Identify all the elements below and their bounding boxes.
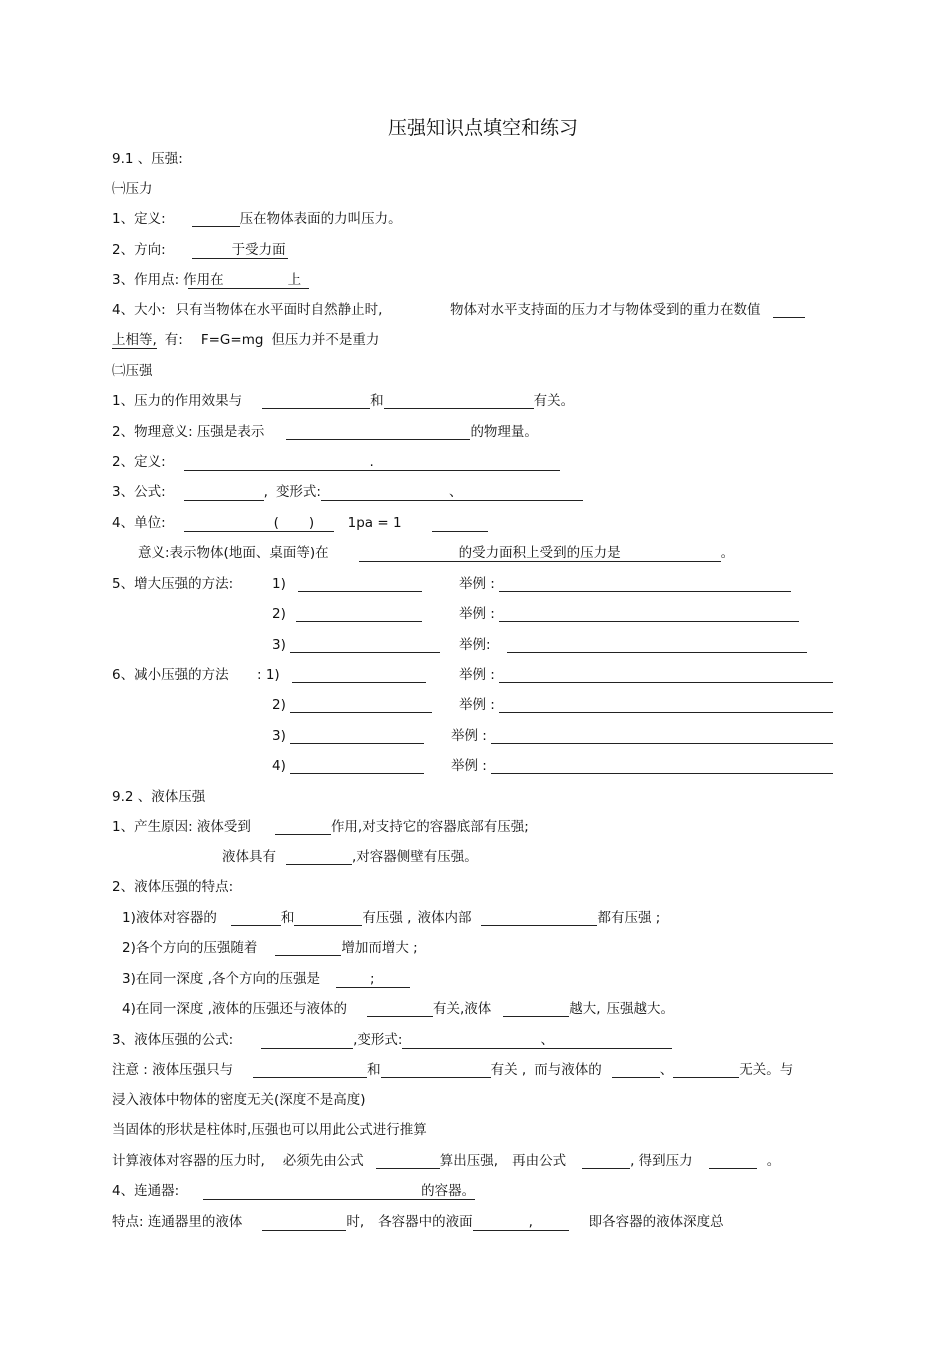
- blank-field[interactable]: [286, 424, 470, 440]
- example-row: 举例 :: [451, 728, 833, 744]
- decrease-method-label: 6、减小压强的方法: [112, 667, 229, 683]
- blank-field[interactable]: ;: [336, 971, 410, 988]
- magnitude-line-2: 上相等, 有: F=G=mg 但压力并不是重力: [112, 332, 380, 348]
- blank-field[interactable]: [499, 667, 833, 683]
- blank-field[interactable]: 、: [402, 1032, 672, 1049]
- section-heading: 9.1 、压强:: [112, 151, 183, 167]
- blank-field[interactable]: 于受力面: [192, 242, 288, 259]
- blank-field[interactable]: [376, 1153, 440, 1169]
- blank-field[interactable]: [253, 1062, 367, 1078]
- blank-field[interactable]: [294, 910, 362, 926]
- blank-field[interactable]: [491, 758, 833, 774]
- example-row: 举例 :: [459, 606, 799, 622]
- blank-field[interactable]: [499, 606, 799, 622]
- method-row: : 1): [257, 667, 426, 683]
- connector-line: 4、连通器: 的容器。: [112, 1183, 476, 1199]
- example-row: 举例 :: [459, 667, 833, 683]
- direction-line: 2、方向: 于受力面: [112, 242, 286, 258]
- blank-field[interactable]: [262, 1215, 346, 1231]
- blank-field[interactable]: [290, 758, 424, 774]
- page-title: 压强知识点填空和练习: [388, 117, 579, 139]
- blank-field[interactable]: [612, 1062, 660, 1078]
- blank-field[interactable]: [298, 576, 422, 592]
- definition-line-2: 2、定义: .: [112, 454, 560, 471]
- calc-line: 计算液体对容器的压力时, 必须先由公式 算出压强, 再由公式 , 得到压力 。: [112, 1153, 781, 1169]
- effect-line: 1、压力的作用效果与 和 有关。: [112, 393, 575, 409]
- blank-field[interactable]: [709, 1153, 757, 1169]
- feature-line: 1)液体对容器的 和 有压强 , 液体内部 都有压强 ;: [122, 910, 661, 926]
- method-row: 2): [272, 697, 432, 713]
- example-row: 举例 :: [451, 758, 833, 774]
- blank-field[interactable]: [367, 1001, 433, 1017]
- blank-field[interactable]: 上: [188, 272, 310, 289]
- blank-field[interactable]: [384, 393, 534, 409]
- magnitude-line: 4、大小: 只有当物体在水平面时自然静止时,: [112, 302, 383, 318]
- blank-field[interactable]: [499, 576, 791, 592]
- blank-field[interactable]: [184, 485, 264, 501]
- blank-field[interactable]: [290, 637, 440, 653]
- meaning-pa-line: 意义:表示物体(地面、桌面等)在 的受力面积上受到的压力是 。: [138, 545, 735, 561]
- subsection-heading: ㈡压强: [112, 363, 153, 379]
- blank-field[interactable]: ( ): [184, 515, 334, 532]
- connector-feature-line: 特点: 连通器里的液体 时, 各容器中的液面 , 即各容器的液体深度总: [112, 1214, 724, 1230]
- blank-field[interactable]: [296, 606, 422, 622]
- definition-line: 1、定义: 压在物体表面的力叫压力。: [112, 211, 402, 227]
- example-row: 举例 :: [459, 697, 833, 713]
- method-row: 3): [272, 728, 424, 744]
- cause-line-2: 液体具有 ,对容器侧壁有压强。: [222, 849, 478, 865]
- blank-field[interactable]: ,: [473, 1214, 569, 1231]
- cause-line: 1、产生原因: 液体受到 作用,对支持它的容器底部有压强;: [112, 819, 529, 835]
- solid-note-line: 当固体的形状是柱体时,压强也可以用此公式进行推算: [112, 1122, 427, 1138]
- blank-field[interactable]: [499, 697, 833, 713]
- feature-line: 3)在同一深度 ,各个方向的压强是 ;: [122, 971, 410, 988]
- subsection-heading: ㈠压力: [112, 181, 153, 197]
- blank-field[interactable]: [261, 1033, 353, 1049]
- blank-field[interactable]: [203, 1184, 421, 1200]
- method-row: 4): [272, 758, 424, 774]
- action-point-line: 3、作用点: 作用在 上: [112, 272, 309, 288]
- blank-field[interactable]: [507, 637, 807, 653]
- feature-heading: 2、液体压强的特点:: [112, 879, 234, 895]
- blank-field[interactable]: .: [184, 454, 560, 471]
- blank-field[interactable]: [275, 940, 341, 956]
- example-row: 举例:: [459, 637, 807, 653]
- blank-field[interactable]: [481, 910, 597, 926]
- blank-field[interactable]: [290, 697, 432, 713]
- blank-field[interactable]: [773, 302, 805, 318]
- section-heading: 9.2 、液体压强: [112, 789, 206, 805]
- blank-field[interactable]: [292, 667, 426, 683]
- liquid-formula-line: 3、液体压强的公式: ,变形式: 、: [112, 1032, 672, 1049]
- magnitude-line-cont: 物体对水平支持面的压力才与物体受到的重力在数值: [450, 302, 805, 318]
- blank-field[interactable]: [491, 728, 833, 744]
- blank-field[interactable]: [503, 1001, 569, 1017]
- unit-line: 4、单位: ( ) 1pa = 1: [112, 515, 488, 532]
- blank-field[interactable]: [286, 849, 352, 865]
- blank-field[interactable]: 、: [321, 484, 583, 501]
- formula-line: 3、公式: , 变形式: 、: [112, 484, 583, 501]
- blank-field[interactable]: [275, 819, 331, 835]
- increase-method-label: 5、增大压强的方法:: [112, 576, 234, 592]
- note-line: 注意 : 液体压强只与 和 有关 , 而与液体的 、 无关。与: [112, 1062, 794, 1078]
- blank-field[interactable]: [673, 1062, 739, 1078]
- blank-field[interactable]: [381, 1062, 491, 1078]
- blank-field[interactable]: [432, 516, 488, 532]
- feature-line: 2)各个方向的压强随着 增加而增大 ;: [122, 940, 418, 956]
- feature-line: 4)在同一深度 ,液体的压强还与液体的 有关,液体 越大, 压强越大。: [122, 1001, 675, 1017]
- meaning-line: 2、物理意义: 压强是表示 的物理量。: [112, 424, 538, 440]
- blank-field[interactable]: 的受力面积上受到的压力是: [359, 545, 721, 562]
- blank-field[interactable]: [582, 1153, 630, 1169]
- method-row: 3): [272, 637, 440, 653]
- example-row: 举例 :: [459, 576, 791, 592]
- method-row: 1): [272, 576, 422, 592]
- blank-field[interactable]: [290, 728, 424, 744]
- blank-field[interactable]: [262, 393, 370, 409]
- note-line-2: 浸入液体中物体的密度无关(深度不是高度): [112, 1092, 366, 1108]
- blank-field[interactable]: [192, 211, 240, 227]
- method-row: 2): [272, 606, 422, 622]
- blank-field[interactable]: [231, 910, 281, 926]
